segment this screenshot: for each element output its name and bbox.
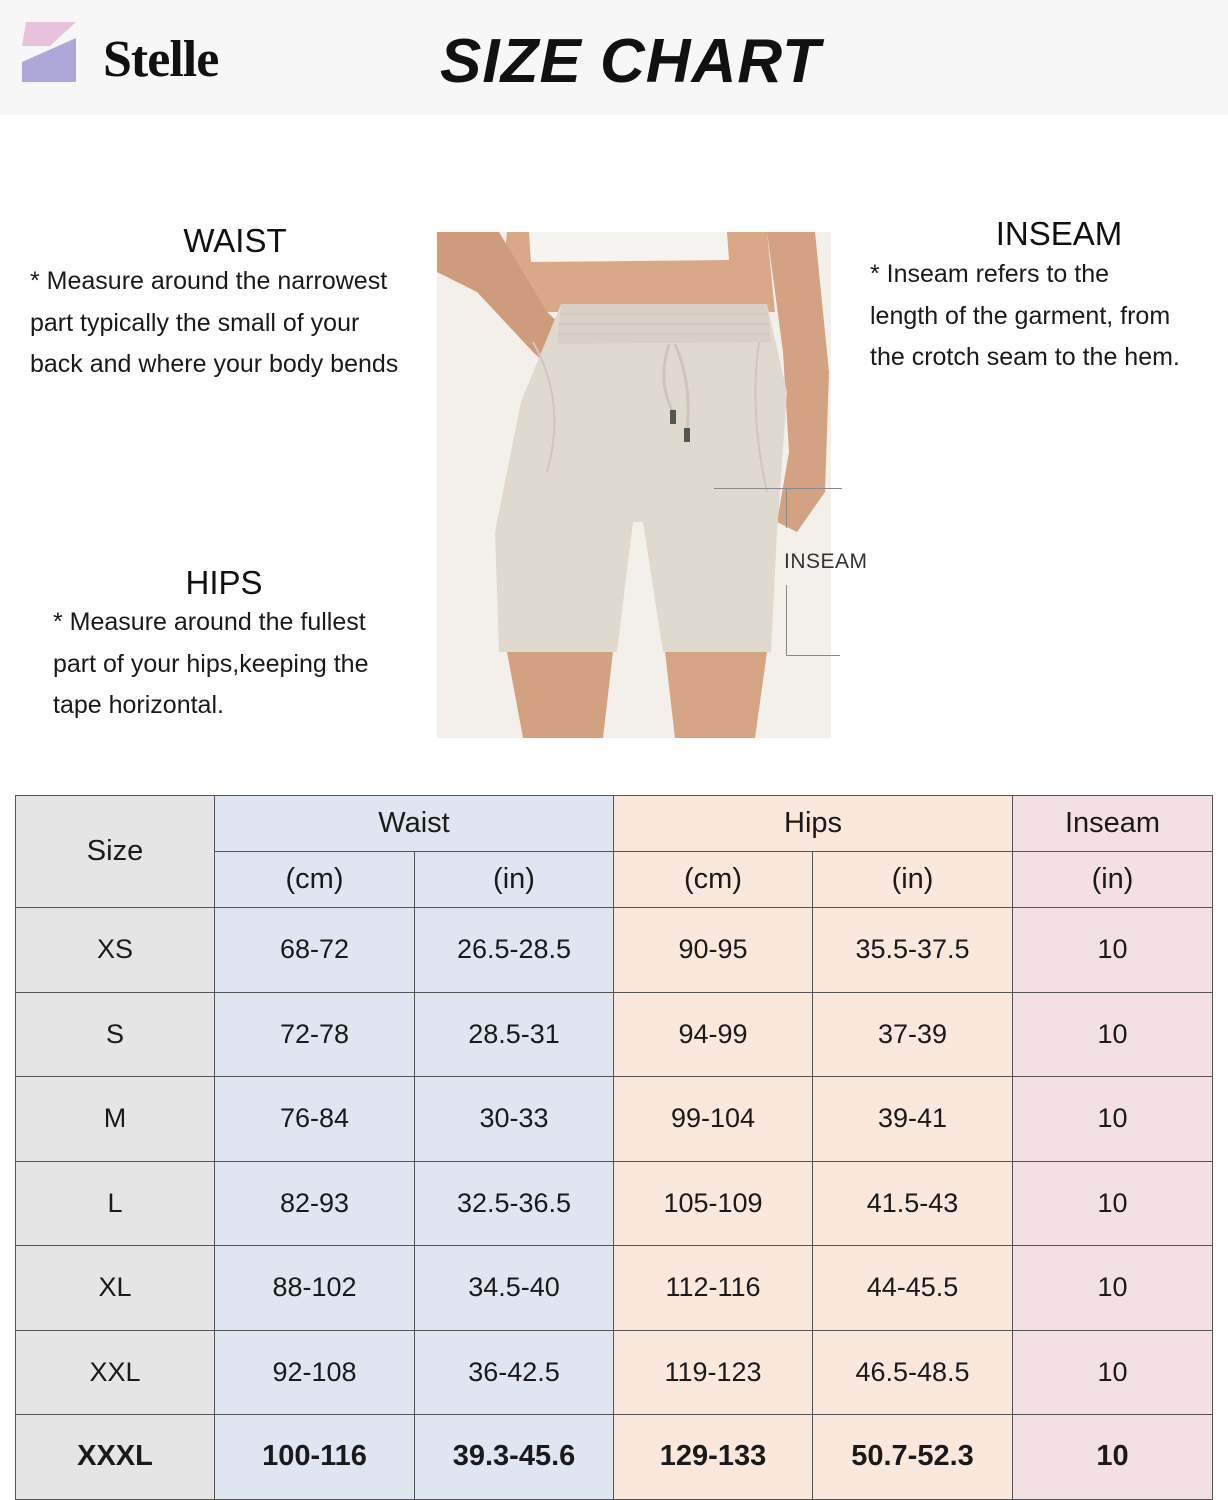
hips-in-cell: 50.7-52.3 — [813, 1415, 1013, 1500]
hips-in-cell: 41.5-43 — [813, 1161, 1013, 1246]
inseam-in-cell: 10 — [1013, 1077, 1213, 1162]
page-title: SIZE CHART — [440, 27, 821, 96]
inseam-arrow-top — [786, 488, 787, 528]
inseam-line: * Inseam refers to the — [870, 260, 1110, 288]
hips-line: part of your hips,keeping the — [53, 649, 369, 678]
inseam-description — [870, 254, 1220, 379]
brand-name: Stelle — [103, 31, 219, 88]
hips-in-cell: 44-45.5 — [813, 1246, 1013, 1331]
waist-cm-cell: 76-84 — [215, 1077, 415, 1162]
waist-in-cell: 34.5-40 — [415, 1246, 614, 1331]
waist-line: part typically the small of your — [30, 308, 360, 337]
hips-in-cell: 37-39 — [813, 992, 1013, 1077]
table-row — [16, 1246, 1213, 1331]
hips-line: tape horizontal. — [53, 691, 224, 719]
waist-line: * Measure around the narrowest — [30, 267, 388, 295]
waist-in-cell: 39.3-45.6 — [415, 1415, 614, 1500]
waist-cm-cell: 92-108 — [215, 1330, 415, 1415]
inseam-in-cell: 10 — [1013, 992, 1213, 1077]
inseam-line: the crotch seam to the hem. — [870, 343, 1180, 371]
hips-group-header: Hips — [614, 796, 1013, 852]
size-cell: XL — [16, 1246, 215, 1331]
table-row — [16, 1077, 1213, 1162]
size-cell: L — [16, 1161, 215, 1246]
inseam-in-cell: 10 — [1013, 1246, 1213, 1331]
waist-heading: WAIST — [183, 222, 287, 259]
table-row — [16, 908, 1213, 993]
table-row — [16, 1161, 1213, 1246]
waist-cm-cell: 72-78 — [215, 992, 415, 1077]
waist-in-cell: 28.5-31 — [415, 992, 614, 1077]
table-row — [16, 992, 1213, 1077]
unit-header: (cm) — [215, 852, 415, 908]
waist-description — [30, 261, 440, 386]
hips-cm-cell: 90-95 — [614, 908, 813, 993]
inseam-in-cell: 10 — [1013, 1415, 1213, 1500]
size-cell: XXXL — [16, 1415, 215, 1500]
hips-in-cell: 35.5-37.5 — [813, 908, 1013, 993]
waist-in-cell: 36-42.5 — [415, 1330, 614, 1415]
inseam-bottom-guide — [786, 655, 840, 656]
unit-header: (in) — [813, 852, 1013, 908]
table-header-row — [16, 796, 1213, 852]
size-rows — [16, 908, 1213, 1500]
size-cell: XS — [16, 908, 215, 993]
header-bar — [0, 0, 1228, 115]
unit-header: (in) — [1013, 852, 1213, 908]
hips-line: * Measure around the fullest — [53, 608, 366, 636]
inseam-in-cell: 10 — [1013, 1161, 1213, 1246]
size-table — [15, 795, 1213, 1500]
inseam-top-guide — [714, 488, 842, 489]
waist-group-header: Waist — [215, 796, 614, 852]
hips-in-cell: 46.5-48.5 — [813, 1330, 1013, 1415]
inseam-arrow-bottom — [786, 585, 787, 655]
inseam-line: length of the garment, from — [870, 301, 1171, 330]
product-photo — [437, 232, 831, 738]
waist-line: back and where your body bends — [30, 350, 399, 378]
inseam-photo-label: INSEAM — [784, 550, 868, 573]
hips-description — [53, 602, 433, 727]
waist-in-cell: 30-33 — [415, 1077, 614, 1162]
size-header: Size — [16, 796, 215, 908]
waist-cm-cell: 68-72 — [215, 908, 415, 993]
inseam-group-header: Inseam — [1013, 796, 1213, 852]
hips-in-cell: 39-41 — [813, 1077, 1013, 1162]
hips-cm-cell: 105-109 — [614, 1161, 813, 1246]
waist-in-cell: 26.5-28.5 — [415, 908, 614, 993]
waist-in-cell: 32.5-36.5 — [415, 1161, 614, 1246]
size-cell: M — [16, 1077, 215, 1162]
waist-cm-cell: 100-116 — [215, 1415, 415, 1500]
table-row — [16, 1330, 1213, 1415]
size-cell: XXL — [16, 1330, 215, 1415]
hips-cm-cell: 94-99 — [614, 992, 813, 1077]
shorts-model-illustration — [437, 232, 831, 738]
inseam-in-cell: 10 — [1013, 908, 1213, 993]
inseam-heading: INSEAM — [995, 215, 1123, 252]
hips-cm-cell: 112-116 — [614, 1246, 813, 1331]
unit-header: (cm) — [614, 852, 813, 908]
waist-cm-cell: 88-102 — [215, 1246, 415, 1331]
size-cell: S — [16, 992, 215, 1077]
unit-header: (in) — [415, 852, 614, 908]
hips-cm-cell: 99-104 — [614, 1077, 813, 1162]
stelle-logo-icon — [18, 18, 84, 84]
inseam-in-cell: 10 — [1013, 1330, 1213, 1415]
table-row — [16, 1415, 1213, 1500]
hips-heading: HIPS — [185, 564, 263, 601]
hips-cm-cell: 129-133 — [614, 1415, 813, 1500]
hips-cm-cell: 119-123 — [614, 1330, 813, 1415]
waist-cm-cell: 82-93 — [215, 1161, 415, 1246]
